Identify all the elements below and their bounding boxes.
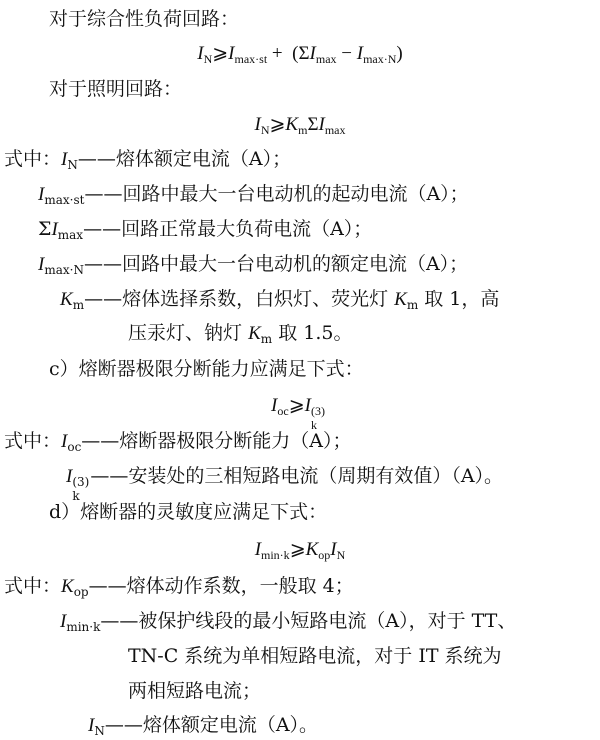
heading-d-sensitivity: d）熔断器的灵敏度应满足下式： bbox=[49, 501, 328, 523]
definition-imax-st: $I_{max\cdot st}——$回路中最大一台电动机的起动电流（A）； bbox=[38, 183, 469, 207]
text-lighting-circuit bbox=[49, 76, 182, 102]
definition-kop: 式中：$K_{op}——$熔体动作系数，一般取 4； bbox=[4, 575, 354, 599]
heading-c-breaking-capacity: c）熔断器极限分断能力应满足下式： bbox=[49, 358, 364, 380]
definition-in-final: $I_N——$熔体额定电流（A）。 bbox=[88, 714, 319, 738]
formula-expression: $I_{oc}⩾I$ (3) k bbox=[271, 395, 325, 432]
definition-in: 式中：$I_N——$熔体额定电流（A）； bbox=[4, 148, 292, 172]
formula-expression: $I_N⩾K_m\Sigma I_{max}$ bbox=[254, 114, 346, 137]
definition-km: $K_m——$熔体选择系数，白炽灯、荧光灯 $K_m$ 取 1，高 bbox=[60, 288, 500, 312]
formula-expression: $I_N⩾I_{max\cdot st} + (\Sigma I_{max} - I_{max\cdot N})$ bbox=[197, 43, 403, 66]
definition-sum-imax: $\Sigma I_{max}——$回路正常最大负荷电流（A）； bbox=[38, 218, 373, 242]
text-combined-load-circuit bbox=[49, 6, 239, 32]
definition-imin-k-end: 两相短路电流； bbox=[128, 680, 262, 702]
definition-km-continued: 压汞灯、钠灯 $K_m$ 取 1.5。 bbox=[128, 322, 353, 346]
definition-imax-n: $I_{max\cdot N}——$回路中最大一台电动机的额定电流（A）； bbox=[38, 253, 469, 277]
formula-combined-load bbox=[0, 40, 600, 66]
formula-expression: $I_{min\cdot k}⩾K_{op}I_N$ bbox=[254, 539, 346, 562]
definition-ioc: 式中：$I_{oc}——$熔断器极限分断能力（A）； bbox=[4, 430, 352, 454]
label-lighting: 对于照明回路： bbox=[49, 78, 183, 100]
definition-ik3: I (3) k ——安装处的三相短路电流（周期有效值）（A）。 bbox=[66, 465, 504, 503]
definition-imin-k: $I_{min\cdot k}——$被保护线段的最小短路电流（A），对于 TT、 bbox=[60, 610, 517, 634]
definition-imin-k-continued: TN-C 系统为单相短路电流，对于 IT 系统为 bbox=[128, 645, 502, 667]
formula-sensitivity bbox=[0, 536, 600, 562]
formula-breaking-capacity bbox=[0, 392, 600, 432]
label-combined-load: 对于综合性负荷回路： bbox=[49, 8, 240, 30]
formula-lighting bbox=[0, 111, 600, 137]
